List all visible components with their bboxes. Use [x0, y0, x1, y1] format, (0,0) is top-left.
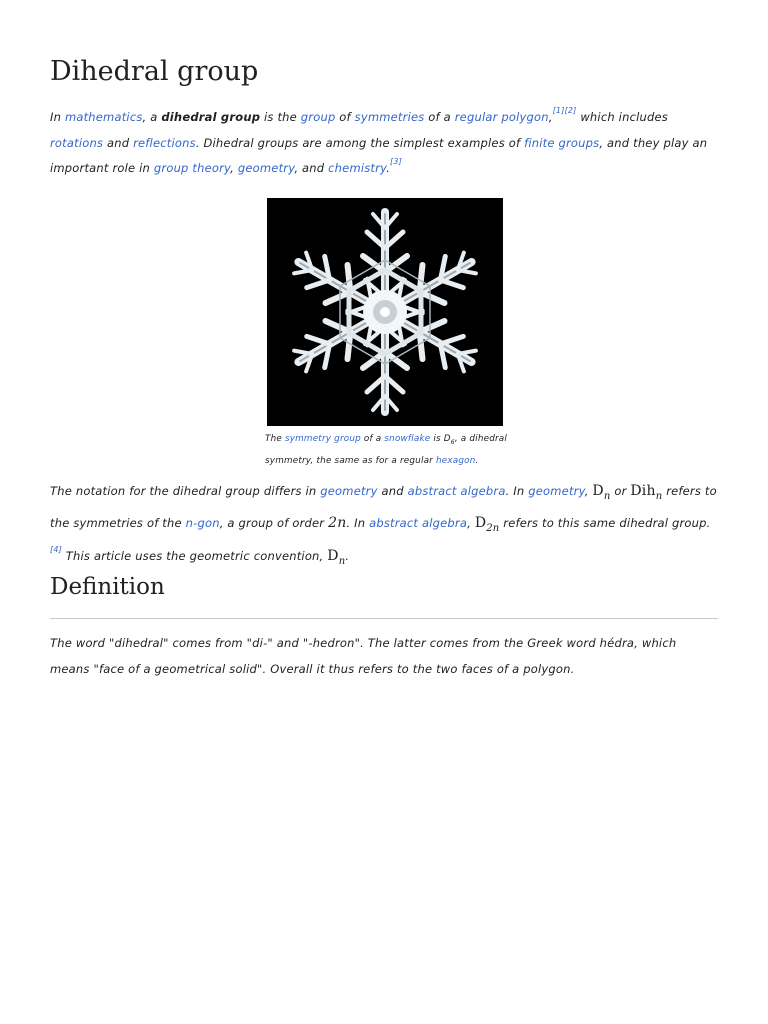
link-snowflake[interactable]: snowflake	[384, 434, 431, 444]
link-abstract-algebra-1[interactable]: abstract algebra	[407, 484, 506, 498]
bold-term: dihedral group	[161, 110, 261, 124]
page-title: Dihedral group	[50, 56, 259, 87]
math-dn-2: $D_n$	[327, 547, 346, 567]
link-mathematics[interactable]: mathematics	[64, 110, 143, 124]
ref-3[interactable]: [3]	[390, 157, 402, 166]
link-group-theory[interactable]: group theory	[153, 161, 231, 175]
figure-caption: The symmetry group of a snowflake is $D_6$, a dihedral symmetry, the same as for a regular hexagon.	[265, 434, 508, 466]
link-regular-polygon[interactable]: regular polygon	[454, 110, 549, 124]
link-chemistry[interactable]: chemistry	[328, 161, 387, 175]
intro-paragraph: In mathematics, a dihedral group is the group of symmetries of a regular polygon,[1][2] which includes rotations and reflections. Dihedral groups are among the simplest examples of finite groups, and they play an important role in group theory, geometry, and chemistry.[3]	[50, 106, 708, 175]
link-symmetries[interactable]: symmetries	[354, 110, 425, 124]
link-geometry-2[interactable]: geometry	[528, 484, 585, 498]
link-symmetry-group[interactable]: symmetry group	[284, 434, 361, 444]
snowflake-icon	[267, 198, 503, 426]
link-abstract-algebra-2[interactable]: abstract algebra	[369, 516, 468, 531]
link-finite-groups[interactable]: finite groups	[524, 135, 600, 150]
link-hexagon[interactable]: hexagon	[436, 455, 476, 466]
link-group[interactable]: group	[300, 110, 336, 124]
math-d2n: $D_{2n}$	[474, 515, 500, 535]
heading-divider	[50, 618, 718, 619]
ref-1-2[interactable]: [1][2]	[552, 106, 577, 115]
snowflake-image[interactable]	[267, 198, 503, 426]
link-reflections[interactable]: reflections	[133, 135, 196, 150]
math-dihn: Dih$_n$	[630, 483, 663, 502]
link-geometry[interactable]: geometry	[237, 161, 295, 175]
section-heading-definition: Definition	[50, 574, 165, 600]
ref-4[interactable]: [4]	[50, 544, 62, 554]
definition-paragraph: The word "dihedral" comes from "di-" and "-hedron". The latter comes from the Greek word hédra, which means "face of a geometrical solid". Overall it thus refers to the two faces of a polygon.	[50, 636, 677, 676]
math-dn: $D_n$	[592, 483, 611, 502]
math-2n: 2n	[328, 515, 347, 532]
link-rotations[interactable]: rotations	[50, 135, 104, 150]
link-n-gon[interactable]: n-gon	[185, 516, 220, 531]
link-geometry-1[interactable]: geometry	[320, 484, 378, 498]
notation-paragraph: The notation for the dihedral group differs in geometry and abstract algebra. In geometry, $D_n$ or Dih$_n$ refers to the symmetries of the n-gon, a group of order 2n. In abstract algebra, $D_{2n}$ refers to this same dihedral group.[4] This article uses the geometric convention, $D_n$.	[50, 483, 717, 567]
